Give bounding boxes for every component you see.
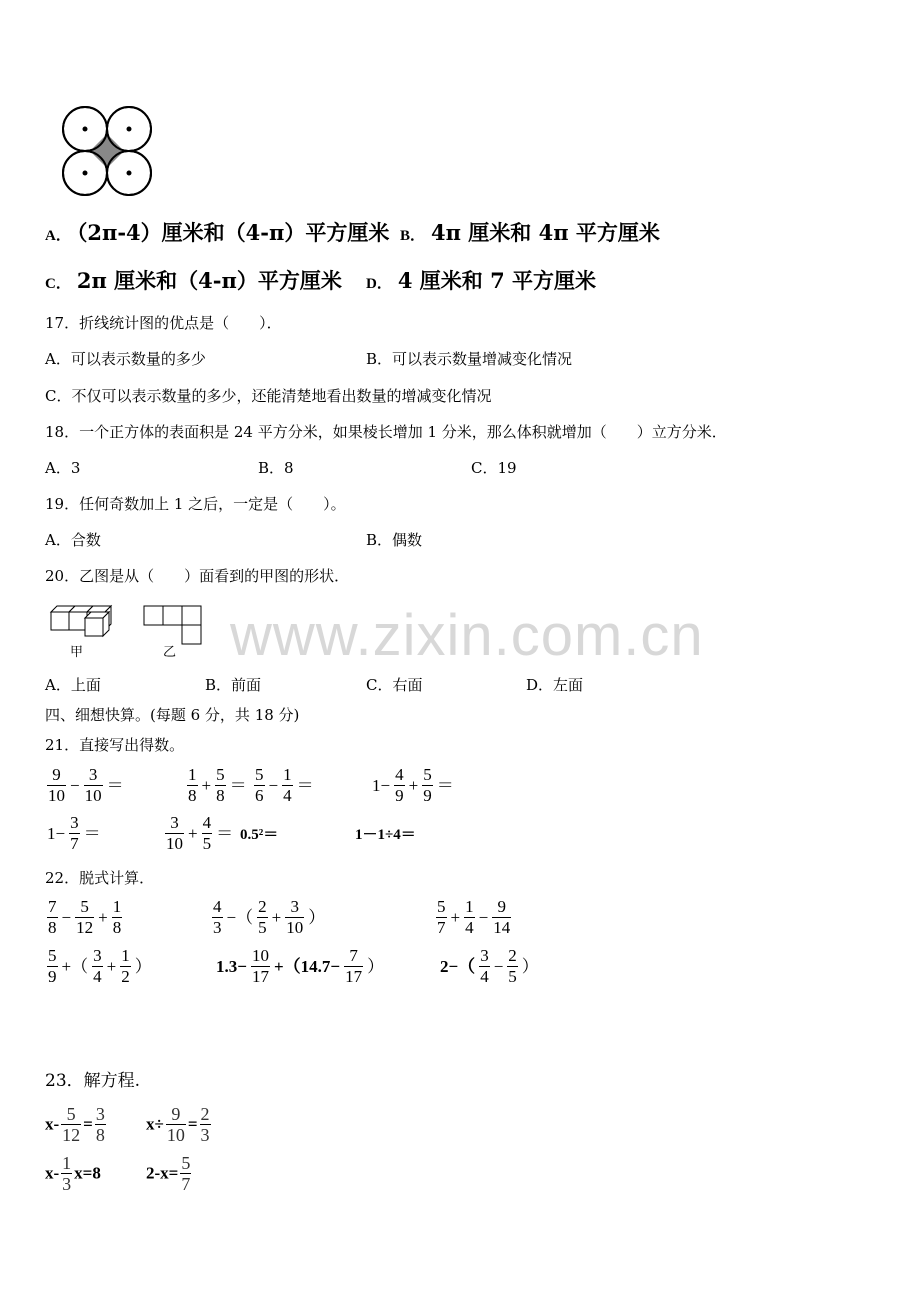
watermark: www.zixin.com.cn: [230, 603, 704, 668]
q21-expr-5: 1− $\frac{3}{7}$ ＝: [47, 813, 101, 853]
q21-expr-8: 1－1÷4＝: [355, 827, 416, 843]
q22-expr-1: $\frac{7}{8}$ − $\frac{5}{12}$ + $\frac{1}{8}$: [48, 897, 122, 937]
q23-equation-2: x÷ $\frac{9}{10}$ = $\frac{2}{3}$: [146, 1104, 210, 1145]
q20-option-b[interactable]: B．前面: [205, 676, 262, 694]
q19-stem: 19．任何奇数加上 1 之后，一定是（ ）。: [45, 495, 346, 513]
q22-stem: 22．脱式计算．: [45, 869, 155, 887]
q21-stem: 21．直接写出得数。: [45, 736, 185, 754]
q19-option-a[interactable]: A．合数: [45, 531, 101, 549]
shape-figure-yi: [141, 604, 205, 646]
q23-equation-1: x- $\frac{5}{12}$ = $\frac{3}{8}$: [45, 1104, 105, 1145]
q22-expr-3: $\frac{5}{7}$ + $\frac{1}{4}$ − $\frac{9}{14}$: [437, 897, 511, 937]
q17-option-b[interactable]: B．可以表示数量增减变化情况: [366, 350, 573, 368]
q20-option-c[interactable]: C．右面: [366, 676, 423, 694]
q19-option-b[interactable]: B．偶数: [366, 531, 423, 549]
q16-option-b[interactable]: B． 4π 厘米和 4π 平方厘米: [400, 220, 660, 245]
q22-expr-5: 1.3− $\frac{10}{17}$ +（14.7− $\frac{7}{17}$ ）: [216, 946, 385, 986]
q21-expr-2: $\frac{1}{8}$ + $\frac{5}{8}$ ＝: [188, 765, 247, 805]
q18-option-a[interactable]: A．3: [45, 459, 81, 477]
cube-figure-jia: [48, 604, 120, 638]
q21-expr-6: $\frac{3}{10}$ + $\frac{4}{5}$ ＝: [166, 813, 234, 853]
q21-expr-7: 0.5²＝: [240, 827, 279, 843]
section-four-heading: 四、细想快算。(每题 6 分，共 18 分): [45, 706, 300, 724]
figure-label-jia: 甲: [70, 645, 84, 660]
q22-expr-6: 2−（ $\frac{3}{4}$ − $\frac{2}{5}$ ）: [440, 946, 539, 986]
q17-option-a[interactable]: A．可以表示数量的多少: [45, 350, 206, 368]
q20-option-d[interactable]: D．左面: [526, 676, 584, 694]
q22-expr-2: $\frac{4}{3}$ −（ $\frac{2}{5}$ + $\frac{3}{10}$ ）: [213, 897, 326, 937]
q16-option-a[interactable]: A． （2π-4）厘米和（4-π）平方厘米: [45, 220, 390, 245]
q17-stem: 17．折线统计图的优点是（ ）．: [45, 314, 282, 332]
q17-option-c[interactable]: C．不仅可以表示数量的多少，还能清楚地看出数量的增减变化情况: [45, 387, 492, 405]
q16-option-c[interactable]: C． 2π 厘米和（4-π）平方厘米: [45, 268, 342, 293]
q18-option-b[interactable]: B．8: [258, 459, 294, 477]
q21-expr-4: 1− $\frac{4}{9}$ + $\frac{5}{9}$ ＝: [372, 765, 454, 805]
q23-equation-4: 2-x= $\frac{5}{7}$: [146, 1153, 191, 1194]
q20-option-a[interactable]: A．上面: [45, 676, 101, 694]
four-circles-figure: [58, 104, 156, 198]
q23-equation-3: x- $\frac{1}{3}$ x=8: [45, 1153, 101, 1194]
q21-expr-3: $\frac{5}{6}$ − $\frac{1}{4}$ ＝: [255, 765, 314, 805]
q18-stem: 18．一个正方体的表面积是 24 平方分米，如果棱长增加 1 分米，那么体积就增加（ ）立方分米．: [45, 423, 727, 441]
figure-label-yi: 乙: [163, 645, 177, 660]
q16-option-d[interactable]: D． 4 厘米和 7 平方厘米: [366, 268, 596, 293]
q20-stem: 20．乙图是从（ ）面看到的甲图的形状．: [45, 567, 350, 585]
q23-stem: 23．解方程.: [45, 1071, 141, 1091]
q18-option-c[interactable]: C．19: [471, 459, 517, 477]
q21-expr-1: $\frac{9}{10}$ − $\frac{3}{10}$ ＝: [48, 765, 124, 805]
q22-expr-4: $\frac{5}{9}$ +（ $\frac{3}{4}$ + $\frac{1}{2}$ ）: [48, 946, 152, 986]
